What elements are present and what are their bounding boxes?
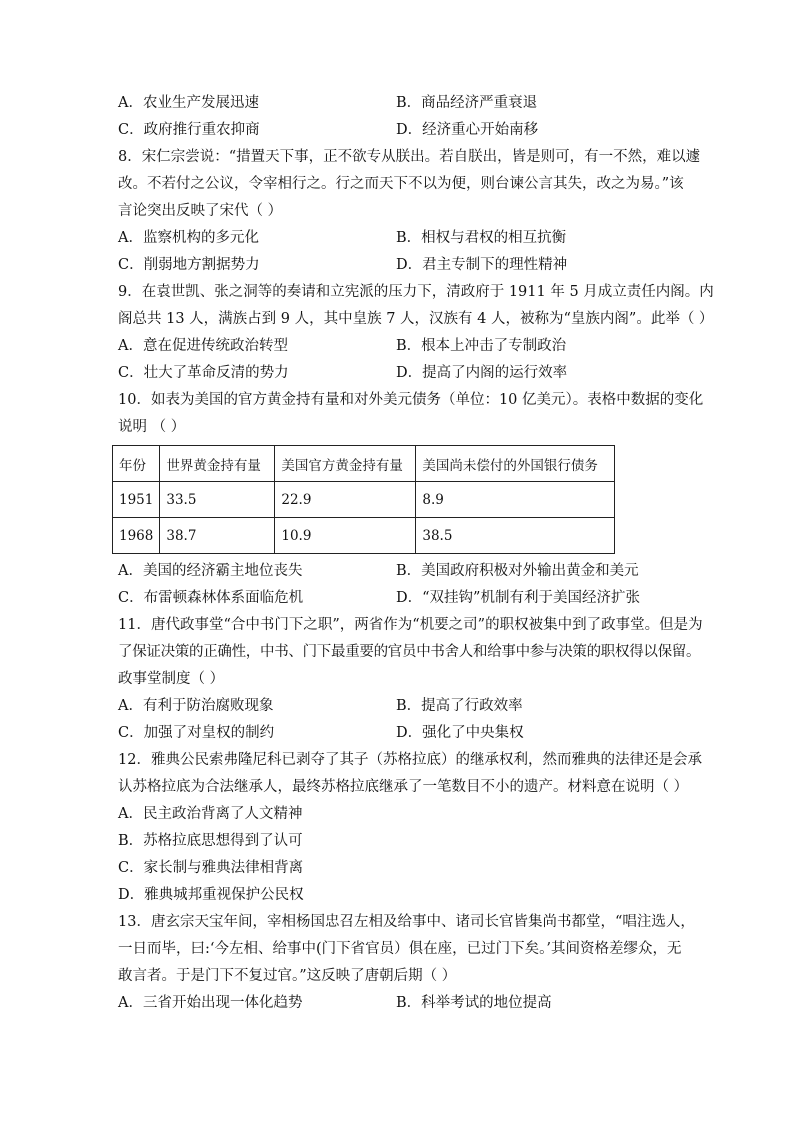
- table-row: [113, 482, 615, 518]
- q10-option-c[interactable]: C．布雷顿森林体系面临危机: [118, 590, 304, 606]
- q11-option-c[interactable]: C．加强了对皇权的制约: [118, 725, 275, 741]
- q13-option-b[interactable]: B．科举考试的地位提高: [396, 995, 552, 1011]
- q9-options-row-1: [118, 333, 678, 360]
- q13-stem-line-1: 13．唐玄宗天宝年间，宰相杨国忠召左相及给事中、诸司长官皆集尚书都堂，“唱注选人，: [118, 914, 695, 930]
- q9-option-c[interactable]: C．壮大了革命反清的势力: [118, 365, 289, 381]
- q8-options-row-2: [118, 252, 678, 279]
- table-header-row: [113, 446, 615, 482]
- q12-stem-line-2: 认苏格拉底为合法继承人，最终苏格拉底继承了一笔数目不小的遗产。材料意在说明（ ）: [118, 779, 689, 795]
- table-cell: 1951: [113, 482, 160, 518]
- q12-option-b[interactable]: B．苏格拉底思想得到了认可: [118, 833, 303, 849]
- q9-stem-line-1: 9．在袁世凯、张之洞等的奏请和立宪派的压力下，清政府于 1911 年 5 月成立责任内阁。内: [118, 284, 714, 300]
- q8-stem-line-3: 言论突出反映了宋代（ ）: [118, 203, 283, 219]
- q11-stem-line-2: 了保证决策的正确性，中书、门下最重要的官员中书舍人和给事中参与决策的职权得以保留。: [118, 644, 701, 660]
- q11-options-row-1: [118, 693, 678, 720]
- table-cell: 1968: [113, 518, 160, 554]
- q12-option-c[interactable]: C．家长制与雅典法律相背离: [118, 860, 304, 876]
- q8-option-d[interactable]: D．君主专制下的理性精神: [396, 257, 568, 273]
- q9-options-row-2: [118, 360, 678, 387]
- table-cell: 33.5: [160, 482, 275, 518]
- q7-option-c[interactable]: C．政府推行重农抑商: [118, 122, 260, 138]
- q8-stem-line-1: 8．宋仁宗尝说：“措置天下事，正不欲专从朕出。若自朕出，皆是则可，有一不然，难以遽: [118, 149, 701, 165]
- table-cell: 10.9: [275, 518, 416, 554]
- q7-option-d[interactable]: D．经济重心开始南移: [396, 122, 539, 138]
- q11-stem-line-1: 11．唐代政事堂“合中书门下之职”，两省作为“机要之司”的职权被集中到了政事堂。但是为: [118, 617, 703, 633]
- q11-stem-line-3: 政事堂制度（ ）: [118, 671, 225, 687]
- q11-option-a[interactable]: A．有利于防治腐败现象: [118, 698, 274, 714]
- gold-debt-table: [112, 445, 615, 554]
- q10-stem-line-1: 10．如表为美国的官方黄金持有量和对外美元债务（单位：10 亿美元）。表格中数据的变化: [118, 392, 704, 408]
- q8-stem-line-2: 改。不若付之公议，令宰相行之。行之而天下不以为便，则台谏公言其失，改之为易。”该: [118, 176, 684, 192]
- table-cell: 8.9: [416, 482, 615, 518]
- table-cell: 38.5: [416, 518, 615, 554]
- q9-stem-line-2: 阁总共 13 人，满族占到 9 人，其中皇族 7 人，汉族有 4 人，被称为“皇族内阁”。此举（ ）: [118, 311, 714, 327]
- table-row: [113, 518, 615, 554]
- q8-option-a[interactable]: A．监察机构的多元化: [118, 230, 259, 246]
- q7-options-row-1: [118, 90, 678, 117]
- exam-page: [118, 90, 714, 1017]
- table-header-cell: 年份: [113, 446, 160, 482]
- q11-options-row-2: [118, 720, 678, 747]
- q11-option-b[interactable]: B．提高了行政效率: [396, 698, 523, 714]
- q13-stem-line-2: 一日而毕，曰:‘今左相、给事中(门下省官员）俱在座，已过门下矣。’其间资格差缪众，无: [118, 941, 682, 957]
- q10-option-d[interactable]: D．“双挂钩”机制有利于美国经济扩张: [396, 590, 640, 606]
- q13-option-a[interactable]: A．三省开始出现一体化趋势: [118, 995, 303, 1011]
- q8-option-c[interactable]: C．削弱地方割据势力: [118, 257, 260, 273]
- q13-options-row-1: [118, 990, 678, 1017]
- q8-options-row-1: [118, 225, 678, 252]
- q12-option-d[interactable]: D．雅典城邦重视保护公民权: [118, 887, 304, 903]
- q12-stem-line-1: 12．雅典公民索弗隆尼科已剥夺了其子（苏格拉底）的继承权利，然而雅典的法律还是会承: [118, 752, 702, 768]
- table-header-cell: 美国官方黄金持有量: [275, 446, 416, 482]
- table-cell: 22.9: [275, 482, 416, 518]
- q10-option-b[interactable]: B．美国政府积极对外输出黄金和美元: [396, 563, 639, 579]
- q7-option-a[interactable]: A．农业生产发展迅速: [118, 95, 259, 111]
- table-header-cell: 世界黄金持有量: [160, 446, 275, 482]
- table-cell: 38.7: [160, 518, 275, 554]
- q9-option-d[interactable]: D．提高了内阁的运行效率: [396, 365, 568, 381]
- q9-option-a[interactable]: A．意在促进传统政治转型: [118, 338, 288, 354]
- q8-option-b[interactable]: B．相权与君权的相互抗衡: [396, 230, 567, 246]
- q10-options-row-1: [118, 558, 678, 585]
- q10-option-a[interactable]: A．美国的经济霸主地位丧失: [118, 563, 303, 579]
- q10-options-row-2: [118, 585, 678, 612]
- q11-option-d[interactable]: D．强化了中央集权: [396, 725, 524, 741]
- q9-option-b[interactable]: B．根本上冲击了专制政治: [396, 338, 567, 354]
- q13-stem-line-3: 敢言者。于是门下不复过官。”这反映了唐朝后期（ ）: [118, 968, 457, 984]
- q12-option-a[interactable]: A．民主政治背离了人文精神: [118, 806, 303, 822]
- q7-options-row-2: [118, 117, 678, 144]
- q10-stem-line-2: 说明 （ ）: [118, 419, 186, 435]
- table-header-cell: 美国尚未偿付的外国银行债务: [416, 446, 615, 482]
- q7-option-b[interactable]: B．商品经济严重衰退: [396, 95, 538, 111]
